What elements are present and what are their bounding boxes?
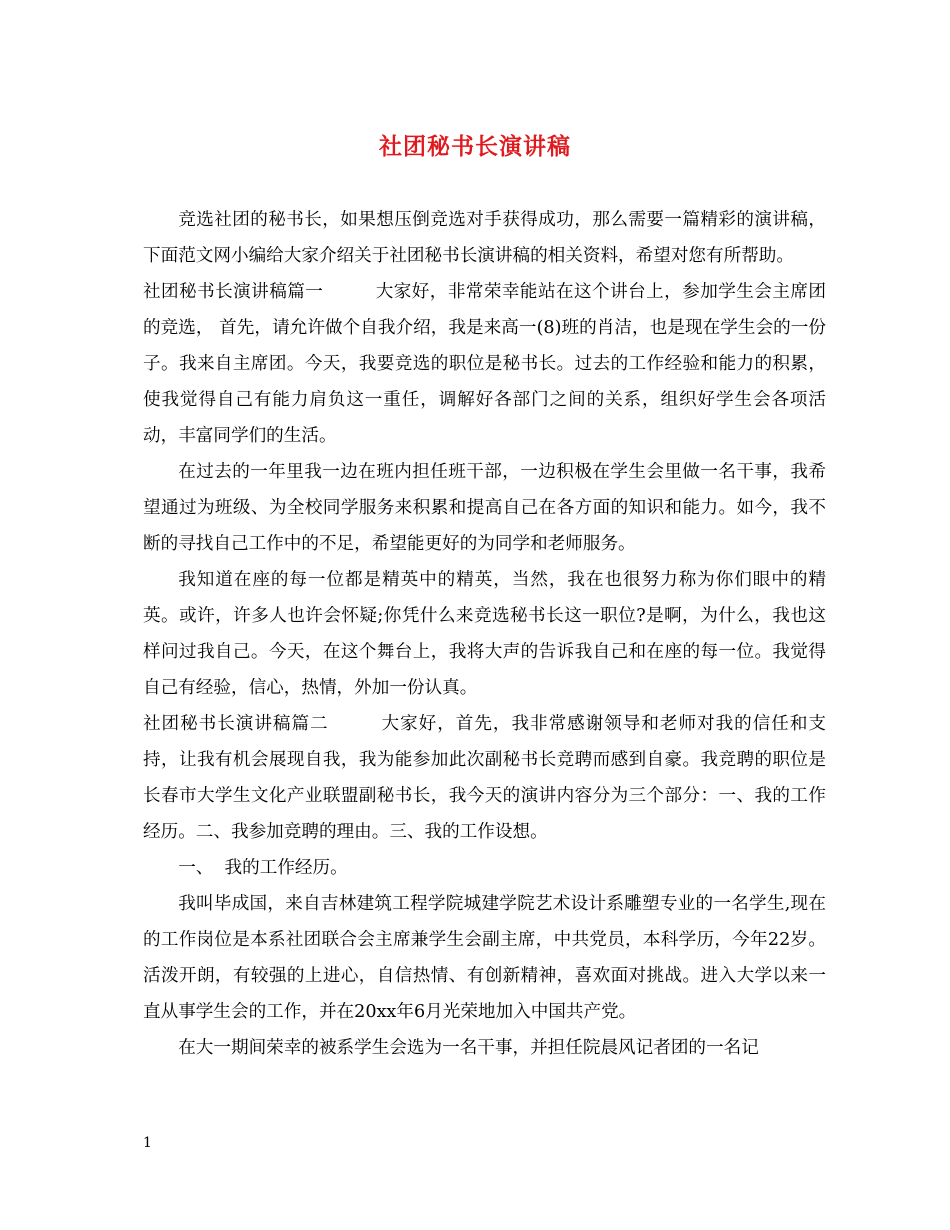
section-2-heading: 社团秘书长演讲稿篇二 — [143, 714, 329, 734]
paragraph-3: 我知道在座的每一位都是精英中的精英，当然，我在也很努力称为你们眼中的精英。或许，许多人也许会怀疑;你凭什么来竞选秘书长这一职位?是啊，为什么，我也这样问过我自己。今天，在这个舞台上，我将大声的告诉我自己和在座的每一位。我觉得自己有经验，信心，热情，外加一份认真。 — [143, 570, 826, 698]
section-1-paragraph — [143, 274, 826, 454]
section-2-text: 大家好，首先，我非常感谢领导和老师对我的信任和支持，让我有机会展现自我，我为能参加此次副秘书长竞聘而感到自豪。我竞聘的职位是长春市大学生文化产业联盟副秘书长，我今天的演讲内容分为三个部分：一、我的工作经历。二、我参加竞聘的理由。三、我的工作设想。 — [143, 714, 826, 842]
subheading-work-experience: 一、 我的工作经历。 — [178, 858, 348, 878]
paragraph-4: 我叫毕成国，来自吉林建筑工程学院城建学院艺术设计系雕塑专业的一名学生,现在的工作岗位是本系社团联合会主席兼学生会副主席，中共党员，本科学历，今年22岁。活泼开朗，有较强的上进心，自信热情、有创新精神，喜欢面对挑战。进入大学以来一直从事学生会的工作，并在20xx年6月光荣地加入中国共产党。 — [143, 894, 826, 1022]
document-body — [143, 202, 826, 1066]
paragraph-5: 在大一期间荣幸的被系学生会选为一名干事，并担任院晨风记者团的一名记 — [178, 1038, 759, 1058]
paragraph-2: 在过去的一年里我一边在班内担任班干部，一边积极在学生会里做一名干事，我希望通过为班级、为全校同学服务来积累和提高自己在各方面的知识和能力。如今，我不断的寻找自己工作中的不足，希望能更好的为同学和老师服务。 — [143, 462, 826, 554]
document-title: 社团秘书长演讲稿 — [379, 133, 571, 160]
section-1-heading: 社团秘书长演讲稿篇一 — [143, 282, 324, 302]
page-number: 1 — [143, 1135, 152, 1151]
section-1-text: 大家好，非常荣幸能站在这个讲台上，参加学生会主席团的竞选， 首先，请允许做个自我介绍，我是来高一(8)班的肖洁，也是现在学生会的一份子。我来自主席团。今天，我要竞选的职位是秘书长。过去的工作经验和能力的积累，使我觉得自己有能力肩负这一重任，调解好各部门之间的关系，组织好学生会各项活动，丰富同学们的生活。 — [143, 282, 826, 446]
section-2-paragraph — [143, 706, 826, 850]
intro-paragraph: 竞选社团的秘书长，如果想压倒竞选对手获得成功，那么需要一篇精彩的演讲稿，下面范文网小编给大家介绍关于社团秘书长演讲稿的相关资料，希望对您有所帮助。 — [143, 210, 826, 266]
